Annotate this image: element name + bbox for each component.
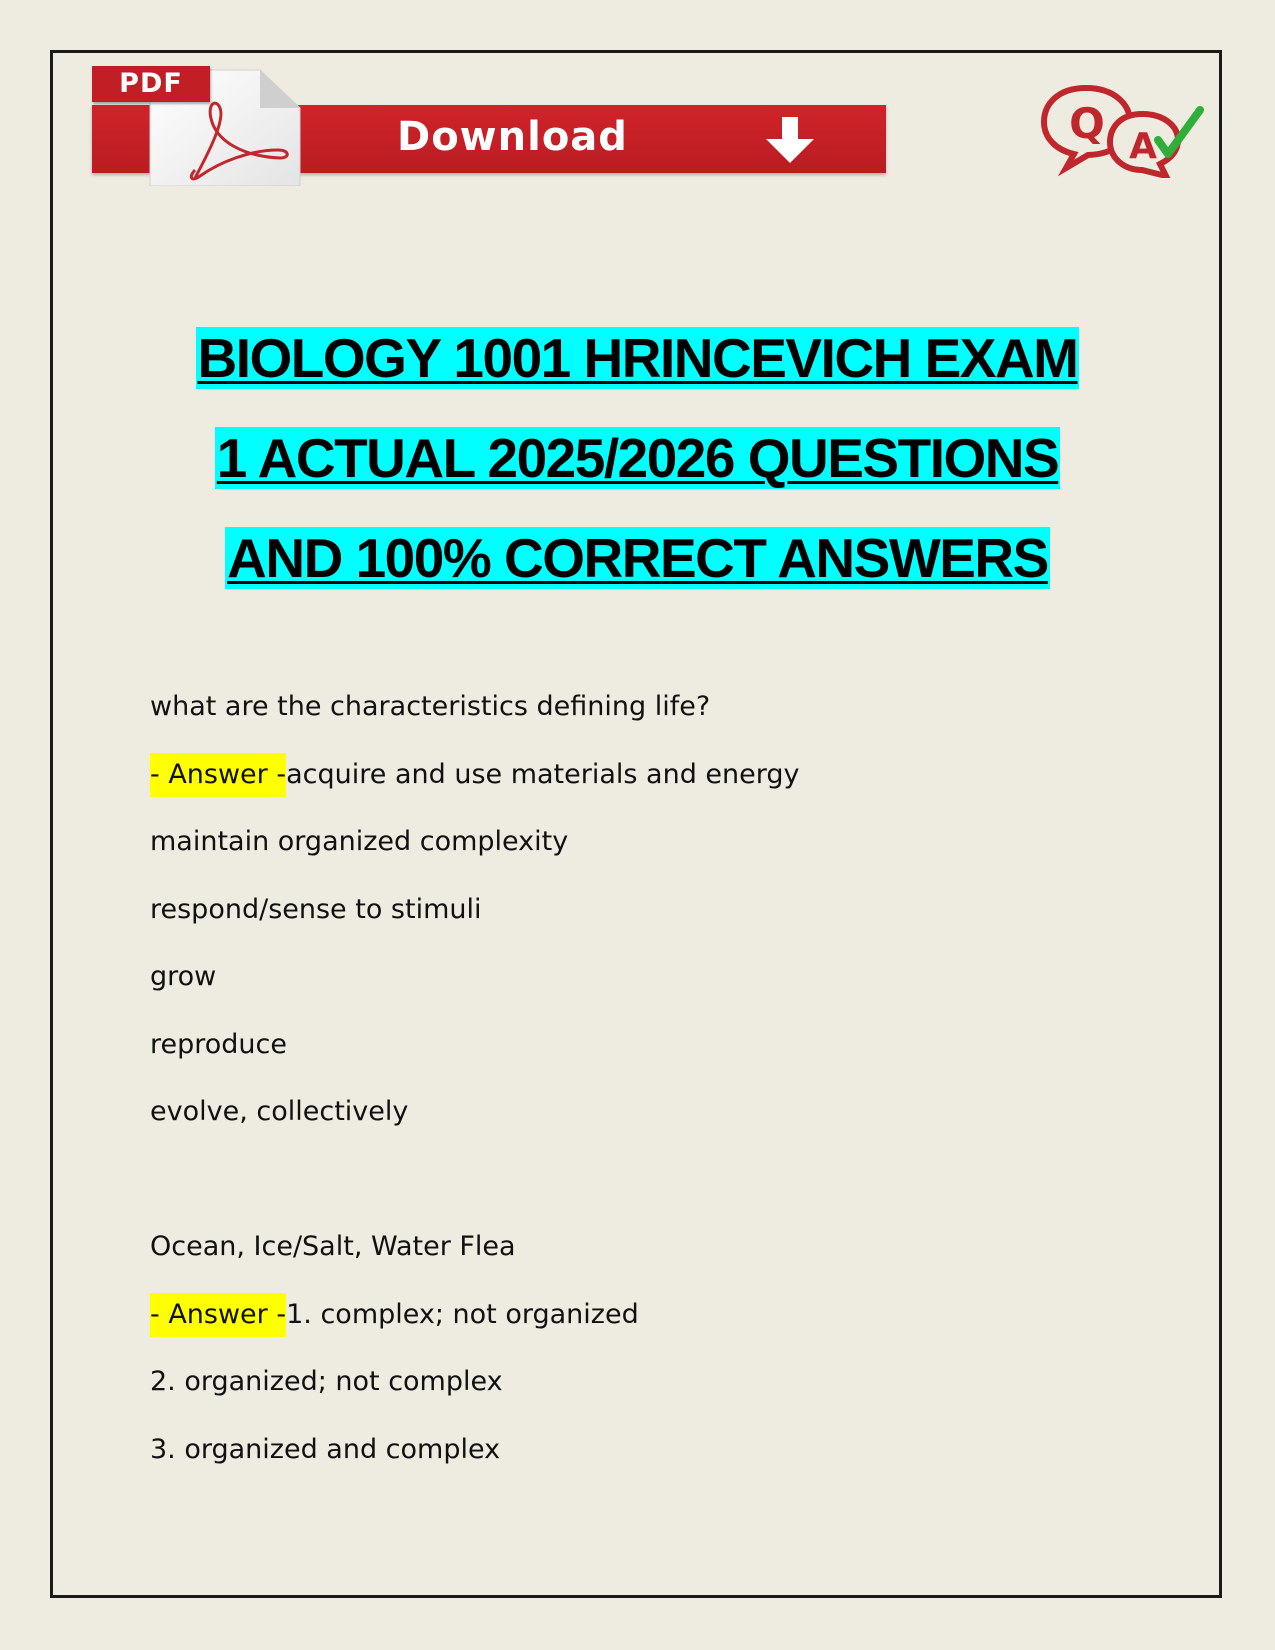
answer-continuation: 3. organized and complex: [150, 1433, 501, 1465]
down-arrow-icon[interactable]: [760, 115, 820, 165]
question-text: what are the characteristics defining life?: [150, 691, 711, 722]
answer-continuation: reproduce: [150, 1028, 287, 1060]
download-label[interactable]: Download: [397, 114, 628, 160]
answer-continuation: maintain organized complexity: [150, 826, 569, 857]
qa-logo-a: A: [1129, 126, 1157, 167]
qa-check-logo-icon: [1038, 78, 1208, 178]
answer-tag: - Answer -: [150, 753, 286, 797]
question-text: Ocean, Ice/Salt, Water Flea: [150, 1231, 516, 1262]
title-line-3: AND 100% CORRECT ANSWERS: [227, 527, 1048, 589]
answer-text: acquire and use materials and energy: [286, 758, 800, 790]
answer-line: [150, 1291, 1150, 1359]
title-line-2: 1 ACTUAL 2025/2026 QUESTIONS: [216, 427, 1059, 489]
document-title: [60, 308, 1215, 608]
answer-continuation: 2. organized; not complex: [150, 1366, 503, 1397]
qa-logo-q: Q: [1069, 99, 1105, 148]
answer-continuation: evolve, collectively: [150, 1096, 409, 1127]
answer-line: [150, 751, 1150, 819]
pdf-label: PDF: [92, 66, 210, 102]
answer-text: 1. complex; not organized: [286, 1298, 639, 1330]
spacer: [150, 1156, 1150, 1224]
answer-tag: - Answer -: [150, 1293, 286, 1337]
pdf-download-banner[interactable]: [92, 60, 886, 186]
title-line-1: BIOLOGY 1001 HRINCEVICH EXAM: [197, 327, 1078, 389]
answer-continuation: respond/sense to stimuli: [150, 893, 482, 925]
qa-content: [150, 683, 1150, 1493]
answer-continuation: grow: [150, 961, 217, 992]
